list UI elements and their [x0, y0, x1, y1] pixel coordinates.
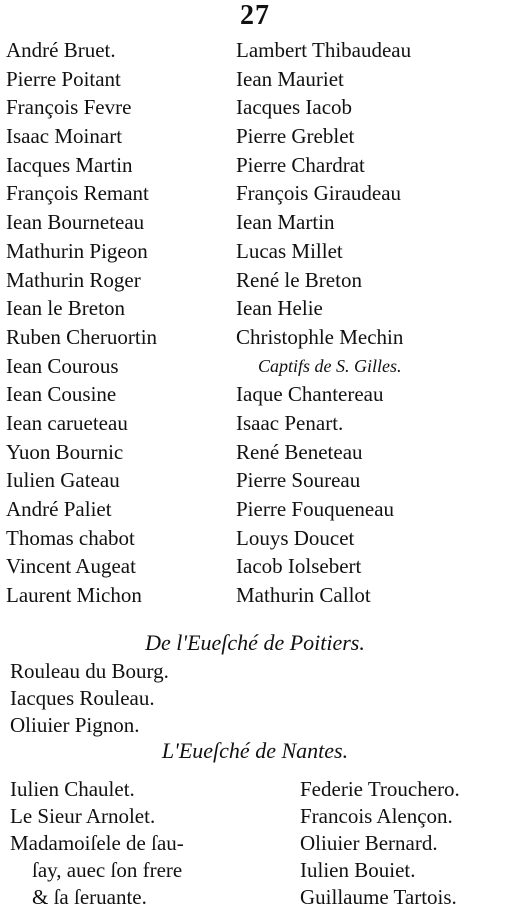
name-entry: René le Breton: [236, 267, 362, 292]
name-entry: Iean Bourneteau: [6, 210, 145, 235]
name-entry: Oliuier Pignon.: [10, 713, 140, 737]
name-entry: Iulien Gateau: [6, 468, 120, 493]
name-entry: Francois Alençon.: [300, 804, 453, 828]
name-entry: Iean Mauriet: [236, 66, 344, 91]
captifs-caption: Captifs de S. Gilles.: [258, 355, 402, 376]
name-entry: Iean Courous: [6, 353, 119, 378]
name-entry: François Remant: [6, 181, 149, 206]
name-entry: Mathurin Pigeon: [6, 238, 148, 263]
name-entry: Le Sieur Arnolet.: [10, 804, 156, 828]
nantes-left-list: [10, 776, 184, 911]
name-entry: Pierre Chardrat: [236, 152, 365, 177]
name-entry: Iacques Martin: [6, 152, 133, 177]
nantes-right-list: [300, 776, 460, 911]
name-entry: Madamoiſele de ſau-: [10, 831, 184, 855]
name-entry: Iean carueteau: [6, 410, 128, 435]
name-entry: Oliuier Bernard.: [300, 831, 438, 855]
right-name-column: [236, 36, 411, 610]
name-entry: Christophle Mechin: [236, 324, 404, 349]
name-entry: Iean Helie: [236, 296, 323, 321]
nantes-heading: L'Eueſché de Nantes.: [161, 738, 349, 763]
name-entry: Isaac Moinart: [6, 124, 123, 149]
name-entry: Mathurin Callot: [236, 583, 371, 608]
name-entry: Iean Cousine: [6, 382, 117, 407]
name-entry: Federie Trouchero.: [300, 777, 460, 801]
name-entry: Laurent Michon: [6, 583, 142, 608]
name-entry: Rouleau du Bourg.: [10, 659, 169, 683]
name-entry: Iean Martin: [236, 210, 335, 235]
name-entry: André Bruet.: [6, 38, 116, 62]
name-entry: Yuon Bournic: [6, 439, 124, 464]
name-entry: François Giraudeau: [236, 181, 402, 206]
page-number: 27: [240, 0, 270, 31]
name-entry-continuation: & ſa ſeruante.: [32, 885, 147, 909]
name-entry: Iean le Breton: [6, 296, 125, 321]
name-entry: Louys Doucet: [236, 525, 355, 550]
name-entry: Iacob Iolsebert: [236, 554, 362, 579]
name-entry: Iulien Bouiet.: [300, 858, 416, 882]
name-entry: Thomas chabot: [6, 525, 135, 550]
name-entry: François Fevre: [6, 95, 132, 120]
name-entry: Pierre Greblet: [236, 124, 355, 149]
name-entry: Iulien Chaulet.: [10, 777, 135, 801]
name-entry: Iacques Iacob: [236, 95, 353, 120]
name-entry: Iacques Rouleau.: [10, 686, 155, 710]
name-entry: Isaac Penart.: [236, 410, 344, 435]
name-entry: Pierre Poitant: [6, 66, 121, 91]
name-entry: Vincent Augeat: [6, 554, 136, 579]
poitiers-name-list: [10, 658, 169, 739]
poitiers-heading: De l'Eueſché de Poitiers.: [145, 630, 365, 655]
left-name-column: [6, 36, 157, 610]
name-entry: Pierre Fouqueneau: [236, 497, 395, 521]
name-entry: André Paliet: [6, 497, 112, 521]
name-entry: Pierre Soureau: [236, 468, 361, 493]
name-entry: Mathurin Roger: [6, 267, 141, 292]
name-entry: Lambert Thibaudeau: [236, 38, 412, 62]
name-entry: Lucas Millet: [236, 238, 343, 263]
name-entry: Iaque Chantereau: [236, 382, 384, 407]
name-entry: René Beneteau: [236, 439, 363, 464]
name-entry-continuation: ſay, auec ſon frere: [32, 858, 183, 882]
name-entry: Guillaume Tartois.: [300, 885, 457, 909]
name-entry: Ruben Cheruortin: [6, 324, 158, 349]
